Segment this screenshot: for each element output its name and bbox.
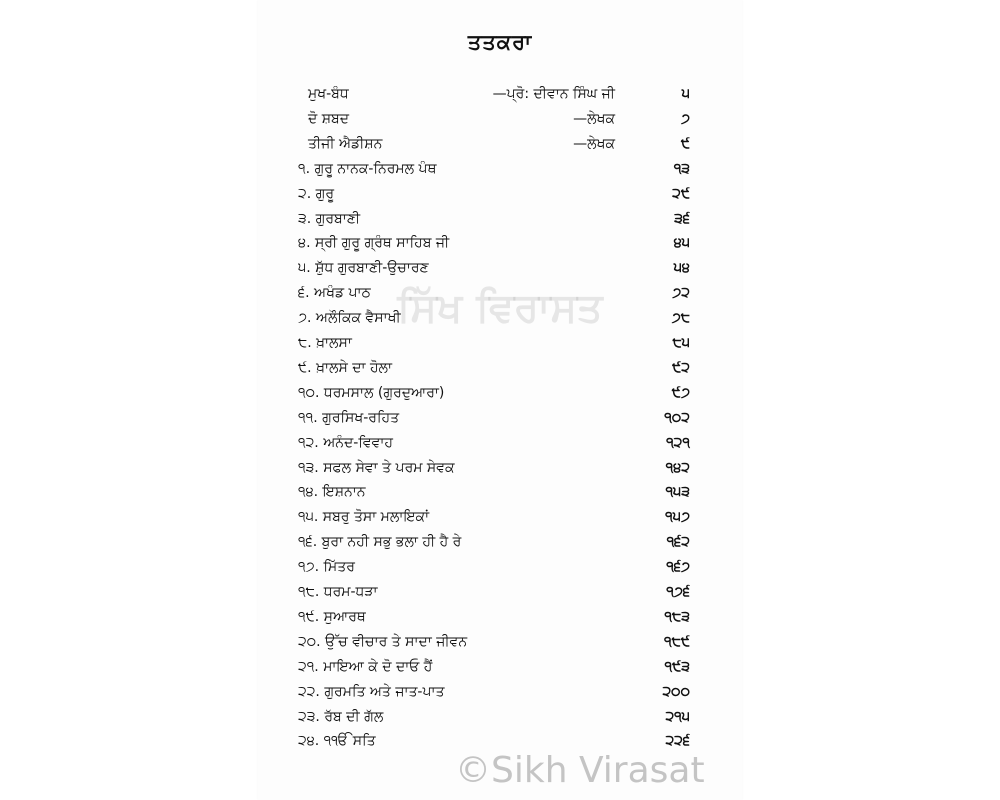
toc-entry <box>0 134 1000 158</box>
toc-entry-title: ਤੀਜੀ ਐਡੀਸ਼ਨ <box>308 135 383 152</box>
toc-entry <box>0 383 1000 407</box>
toc-entry <box>0 657 1000 681</box>
toc-entry <box>0 682 1000 706</box>
toc-entry-page-number: ੯੭ <box>671 384 690 401</box>
toc-entry-title: ੬. ਅਖੰਡ ਪਾਠ <box>298 285 371 302</box>
toc-entry <box>0 433 1000 457</box>
toc-entry-title: ੮. ਖ਼ਾਲਸਾ <box>298 335 352 351</box>
toc-entry-title: ਦੋ ਸ਼ਬਦ <box>308 110 350 127</box>
toc-entry-page-number: ੧੫੩ <box>665 484 690 501</box>
toc-entry <box>0 333 1000 357</box>
toc-entry-page-number: ੩੬ <box>674 210 690 227</box>
toc-entry <box>0 458 1000 482</box>
toc-entry-title: ੩. ਗੁਰਬਾਣੀ <box>298 210 361 227</box>
toc-entry <box>0 607 1000 631</box>
toc-entry-page-number: ੯੨ <box>672 359 690 376</box>
toc-entry-page-number: ੭੨ <box>672 285 690 302</box>
toc-entry-title: ੧੬. ਬੁਰਾ ਨਹੀ ਸਭੁ ਭਲਾ ਹੀ ਹੈ ਰੇ <box>298 534 462 551</box>
watermark-copyright: ©Sikh Virasat <box>455 750 705 791</box>
toc-entry <box>0 283 1000 307</box>
toc-entry <box>0 358 1000 382</box>
toc-entry-title: ੨੨. ਗੁਰਮਤਿ ਅਤੇ ਜਾਤ-ਪਾਤ <box>298 683 445 700</box>
toc-entry <box>0 408 1000 432</box>
toc-entry-page-number: ੧੮੩ <box>664 608 690 625</box>
toc-entry <box>0 532 1000 556</box>
toc-entry-title: ੧੮. ਧਰਮ-ਧੜਾ <box>298 584 378 600</box>
toc-entry-title: ਮੁਖ-ਬੰਧ <box>308 86 349 102</box>
toc-entry <box>0 209 1000 233</box>
toc-entry-title: ੧੭. ਮਿੱਤਰ <box>298 559 355 576</box>
toc-entry-page-number: ੨੧੫ <box>665 708 690 725</box>
toc-entry-title: ੧੧. ਗੁਰਸਿਖ-ਰਹਿਤ <box>298 409 400 426</box>
toc-entry-title: ੧੨. ਅਨੰਦ-ਵਿਵਾਹ <box>298 434 393 451</box>
toc-entry <box>0 184 1000 208</box>
toc-entry <box>0 582 1000 606</box>
toc-entry-page-number: ੧੩ <box>673 160 690 177</box>
toc-entry-title: ੧੪. ਇਸ਼ਨਾਨ <box>298 484 366 501</box>
toc-entry-title: ੧. ਗੁਰੂ ਨਾਨਕ-ਨਿਰਮਲ ਪੰਥ <box>298 160 437 177</box>
toc-entry-page-number: ੭ <box>680 110 690 127</box>
toc-entry-page-number: ੨੦੦ <box>662 683 690 700</box>
toc-entry-page-number: ੭੮ <box>671 310 690 327</box>
toc-entry-title: ੨੩. ਰੱਬ ਦੀ ਗੱਲ <box>298 708 384 725</box>
toc-entry <box>0 482 1000 506</box>
toc-entry-title: ੯. ਖ਼ਾਲਸੇ ਦਾ ਹੋਲਾ <box>298 359 393 376</box>
toc-entry-title: ੧੯. ਸੁਆਰਥ <box>298 608 366 625</box>
toc-entry-page-number: ੧੯੩ <box>664 658 690 675</box>
toc-entry-title: ੨. ਗੁਰੂ <box>298 185 335 202</box>
watermark-punjabi: ਸਿੱਖ ਵਿਰਾਸਤ <box>397 285 603 331</box>
toc-entry <box>0 308 1000 332</box>
toc-entry-title: ੭. ਅਲੌਕਿਕ ਵੈਸਾਖੀ <box>298 310 401 327</box>
toc-entry <box>0 159 1000 183</box>
toc-entry-page-number: ੮੫ <box>672 335 690 351</box>
toc-entry-page-number: ੧੪੨ <box>665 459 690 476</box>
toc-entry-page-number: ੫ <box>681 86 690 102</box>
toc-entry-author: —ਲੇਖਕ <box>573 135 615 152</box>
toc-entry-title: ੨੧. ਮਾਇਆ ਕੇ ਦੋ ਦਾਓ ਹੈਂ <box>298 658 433 675</box>
toc-entry-page-number: ੯ <box>680 135 690 152</box>
toc-entry-page-number: ੧੬੭ <box>666 559 690 576</box>
toc-entry-title: ੫. ਸ਼ੁੱਧ ਗੁਰਬਾਣੀ-ਉਚਾਰਣ <box>298 260 429 277</box>
toc-entry <box>0 557 1000 581</box>
toc-entry-page-number: ੧੦੨ <box>664 409 690 426</box>
toc-entry-page-number: ੧੫੭ <box>665 509 690 526</box>
toc-entry-title: ੨੪. ੧ੴ ਸਤਿ <box>298 733 376 750</box>
toc-entry-title: ੧੫. ਸਬਰੁ ਤੋਸਾ ਮਲਾਇਕਾਂ <box>298 509 430 526</box>
toc-entry <box>0 507 1000 531</box>
toc-entry-page-number: ੨੨੬ <box>665 733 690 750</box>
toc-entry-title: ੧੩. ਸਫਲ ਸੇਵਾ ਤੇ ਪਰਮ ਸੇਵਕ <box>298 459 455 476</box>
toc-entry-title: ੧੦. ਧਰਮਸਾਲ (ਗੁਰਦੁਆਰਾ) <box>298 384 445 401</box>
toc-entry-page-number: ੧੭੬ <box>666 584 690 600</box>
toc-entry <box>0 731 1000 755</box>
toc-entry <box>0 258 1000 282</box>
toc-entry-page-number: ੧੬੨ <box>666 534 690 551</box>
toc-entry-page-number: ੪੫ <box>673 235 690 252</box>
toc-entry-page-number: ੧੨੧ <box>666 434 690 451</box>
toc-entry <box>0 109 1000 133</box>
toc-entry-title: ੪. ਸ੍ਰੀ ਗੁਰੂ ਗ੍ਰੰਥ ਸਾਹਿਬ ਜੀ <box>298 235 450 252</box>
toc-entry-page-number: ੫੪ <box>673 260 690 277</box>
toc-entry-author: —ਪ੍ਰੋ: ਦੀਵਾਨ ਸਿੰਘ ਜੀ <box>492 86 615 102</box>
toc-entry-page-number: ੧੮੯ <box>663 633 690 650</box>
toc-entry <box>0 233 1000 257</box>
toc-entry <box>0 632 1000 656</box>
toc-entry <box>0 84 1000 108</box>
toc-entry-title: ੨੦. ਉੱਚ ਵੀਚਾਰ ਤੇ ਸਾਦਾ ਜੀਵਨ <box>298 633 468 650</box>
toc-entry <box>0 707 1000 731</box>
toc-entry-author: —ਲੇਖਕ <box>573 110 615 127</box>
page-title: ਤਤਕਰਾ <box>467 30 533 54</box>
toc-entry-page-number: ੨੯ <box>672 185 690 202</box>
